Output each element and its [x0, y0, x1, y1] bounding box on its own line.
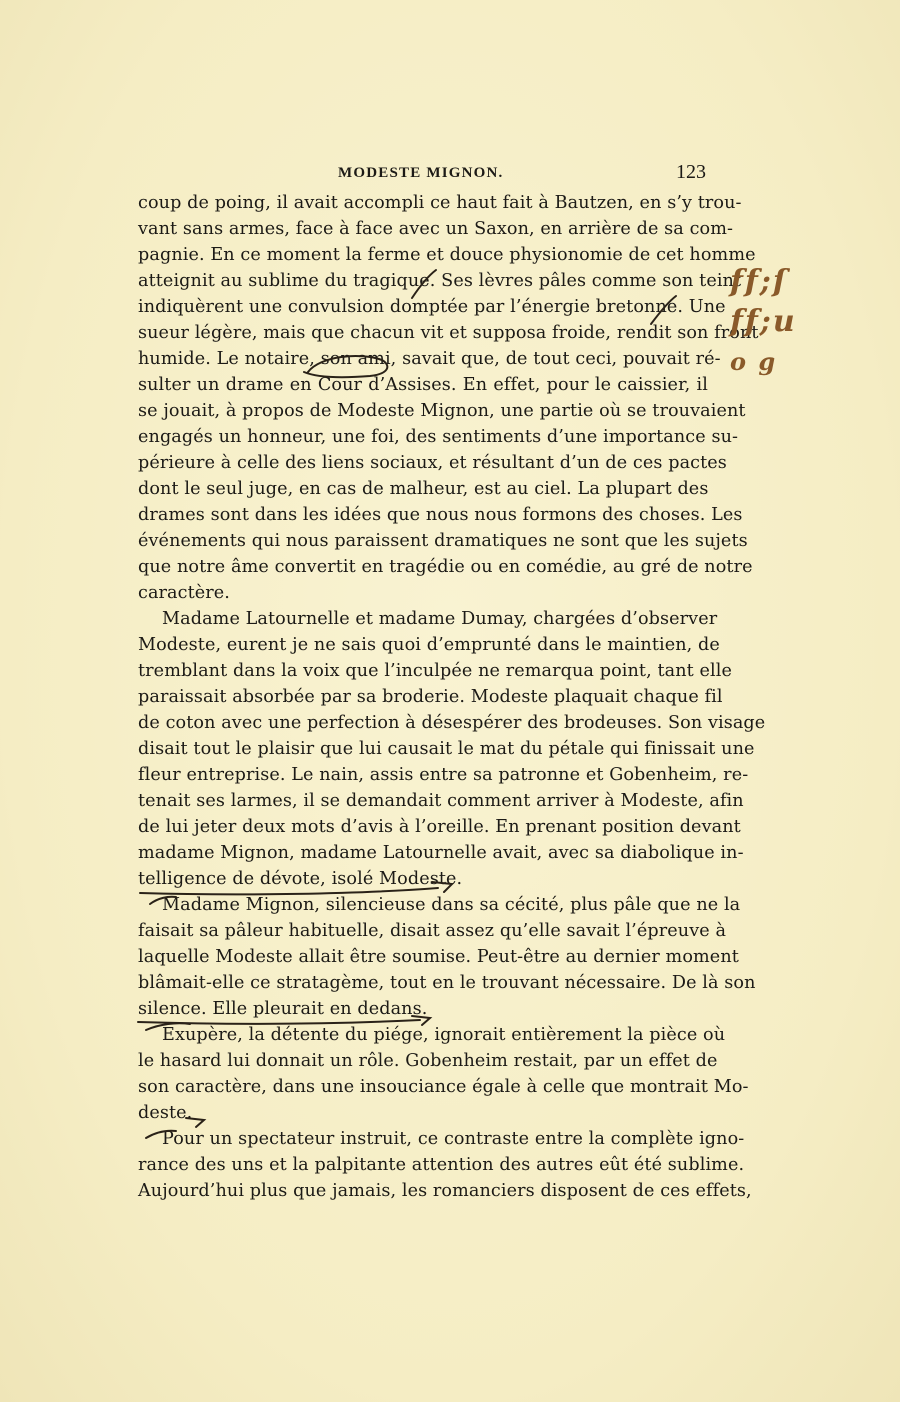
- text-line: tenait ses larmes, il se demandait comment arriver à Modeste, afin: [138, 791, 744, 811]
- text-line: événements qui nous paraissent dramatiques ne sont que les sujets: [138, 531, 748, 551]
- margin-note: o g: [730, 347, 778, 376]
- text-line: Exupère, la détente du piége, ignorait entièrement la pièce où: [162, 1025, 726, 1045]
- text-line: atteignit au sublime du tragique. Ses lèvres pâles comme son teint: [138, 271, 742, 291]
- text-line: périeure à celle des liens sociaux, et résultant d’un de ces pactes: [138, 453, 727, 473]
- text-line: de coton avec une perfection à désespérer des brodeuses. Son visage: [138, 713, 766, 733]
- margin-note: ff;ſ: [730, 264, 788, 299]
- text-line: engagés un honneur, une foi, des sentiments d’une importance su-: [138, 427, 739, 447]
- text-line: Aujourd’hui plus que jamais, les romanciers disposent de ces effets,: [138, 1181, 752, 1201]
- text-line: se jouait, à propos de Modeste Mignon, une partie où se trouvaient: [138, 401, 746, 421]
- text-line: madame Mignon, madame Latournelle avait, avec sa diabolique in-: [138, 843, 744, 863]
- text-line: rance des uns et la palpitante attention des autres eût été sublime.: [138, 1155, 745, 1175]
- text-line: indiquèrent une convulsion domptée par l’énergie bretonne. Une: [138, 297, 726, 317]
- text-line: Pour un spectateur instruit, ce contraste entre la complète igno-: [162, 1129, 745, 1149]
- text-line: humide. Le notaire, son ami, savait que, de tout ceci, pouvait ré-: [138, 349, 721, 369]
- text-line: le hasard lui donnait un rôle. Gobenheim restait, par un effet de: [138, 1051, 718, 1071]
- text-line: caractère.: [138, 583, 230, 603]
- text-line: drames sont dans les idées que nous nous formons des choses. Les: [138, 505, 743, 525]
- text-line: vant sans armes, face à face avec un Saxon, en arrière de sa com-: [138, 219, 734, 239]
- text-line: tremblant dans la voix que l’inculpée ne remarqua point, tant elle: [138, 661, 733, 681]
- text-line: faisait sa pâleur habituelle, disait assez qu’elle savait l’épreuve à: [138, 921, 727, 941]
- text-line: de lui jeter deux mots d’avis à l’oreille. En prenant position devant: [138, 817, 741, 837]
- text-line: blâmait-elle ce stratagème, tout en le trouvant nécessaire. De là son: [138, 973, 756, 993]
- text-line: coup de poing, il avait accompli ce haut fait à Bautzen, en s’y trou-: [138, 193, 742, 213]
- running-title: MODESTE MIGNON.: [338, 165, 504, 181]
- text-line: sueur légère, mais que chacun vit et supposa froide, rendit son front: [138, 323, 759, 343]
- text-line: dont le seul juge, en cas de malheur, est au ciel. La plupart des: [138, 479, 709, 499]
- text-line: que notre âme convertit en tragédie ou en comédie, au gré de notre: [138, 557, 753, 577]
- text-line: deste.: [138, 1103, 193, 1123]
- text-line: paraissait absorbée par sa broderie. Modeste plaquait chaque fil: [138, 687, 723, 707]
- text-line: Madame Mignon, silencieuse dans sa cécité, plus pâle que ne la: [162, 895, 741, 915]
- page-number: 123: [676, 161, 706, 183]
- text-line: silence. Elle pleurait en dedans.: [138, 999, 428, 1019]
- text-line: disait tout le plaisir que lui causait le mat du pétale qui finissait une: [138, 739, 755, 759]
- text-line: son caractère, dans une insouciance égale à celle que montrait Mo-: [138, 1077, 749, 1097]
- text-line: fleur entreprise. Le nain, assis entre sa patronne et Gobenheim, re-: [138, 765, 749, 785]
- handwritten-margin-notes: [730, 262, 850, 382]
- page-header: [138, 161, 706, 189]
- text-line: Madame Latournelle et madame Dumay, chargées d’observer: [162, 609, 718, 629]
- text-line: sulter un drame en Cour d’Assises. En effet, pour le caissier, il: [138, 375, 708, 395]
- margin-note: ff;u: [730, 304, 797, 339]
- text-line: telligence de dévote, isolé Modeste.: [138, 869, 463, 889]
- text-line: pagnie. En ce moment la ferme et douce physionomie de cet homme: [138, 245, 756, 265]
- text-line: laquelle Modeste allait être soumise. Peut-être au dernier moment: [138, 947, 739, 967]
- text-line: Modeste, eurent je ne sais quoi d’emprunté dans le maintien, de: [138, 635, 720, 655]
